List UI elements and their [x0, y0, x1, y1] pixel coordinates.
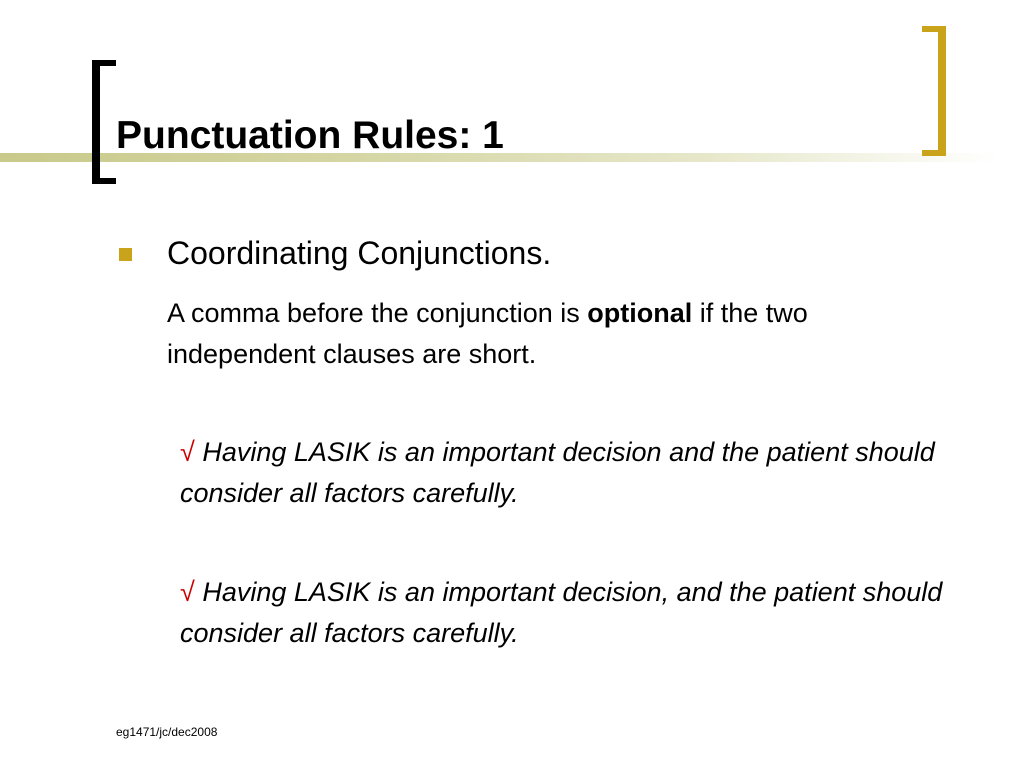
- checkmark-icon: √: [180, 577, 195, 607]
- bullet-heading: Coordinating Conjunctions.: [167, 235, 552, 271]
- rule-text-before: A comma before the conjunction is: [167, 298, 588, 328]
- example-text-1: Having LASIK is an important decision and the patient should consider all factors carefully.: [180, 437, 935, 508]
- right-bracket-decoration: [922, 26, 946, 156]
- square-bullet-icon: [119, 248, 132, 261]
- example-sentence-2: [180, 572, 960, 654]
- rule-text-after: if the two independent clauses are short.: [167, 298, 808, 369]
- slide-title: Punctuation Rules: 1: [116, 114, 504, 157]
- example-text-2: Having LASIK is an important decision, and the patient should consider all factors carefully.: [180, 577, 943, 648]
- rule-paragraph: [167, 293, 947, 375]
- checkmark-icon: √: [180, 437, 195, 467]
- left-bracket-decoration: [92, 60, 116, 184]
- slide-footer: eg1471/jc/dec2008: [116, 725, 218, 739]
- rule-emphasis: optional: [587, 298, 693, 328]
- example-sentence-1: [180, 432, 960, 514]
